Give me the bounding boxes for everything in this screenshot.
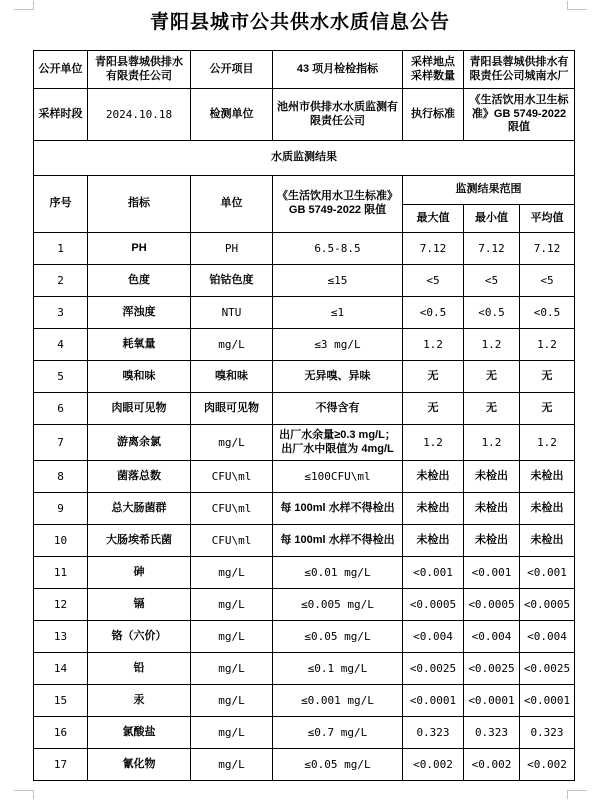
limit-cell: 每 100ml 水样不得检出 (273, 525, 403, 557)
table-row (34, 621, 575, 653)
avg-cell: 未检出 (520, 493, 575, 525)
testing-unit-label: 检测单位 (191, 89, 273, 141)
avg-cell: <0.5 (520, 297, 575, 329)
max-cell: 1.2 (403, 329, 464, 361)
project-value: 43 项月检检指标 (273, 51, 403, 89)
unit-cell: mg/L (191, 621, 273, 653)
row-no: 15 (34, 685, 88, 717)
header-unit: 单位 (191, 176, 273, 233)
sampling-site-label-line1: 采样地点 (411, 55, 455, 68)
avg-cell: 无 (520, 361, 575, 393)
row-no: 1 (34, 233, 88, 265)
min-cell: <0.001 (464, 557, 520, 589)
row-no: 4 (34, 329, 88, 361)
max-cell: 无 (403, 393, 464, 425)
min-cell: <0.0005 (464, 589, 520, 621)
testing-unit-value: 池州市供排水水质监测有限责任公司 (273, 89, 403, 141)
header-avg: 平均值 (520, 205, 575, 233)
indicator-cell: 氯酸盐 (88, 717, 191, 749)
min-cell: <0.004 (464, 621, 520, 653)
avg-cell: <5 (520, 265, 575, 297)
row-no: 16 (34, 717, 88, 749)
indicator-cell: 嗅和味 (88, 361, 191, 393)
indicator-cell: 氰化物 (88, 749, 191, 781)
indicator-cell: 菌落总数 (88, 461, 191, 493)
sampling-site-count-label (403, 51, 464, 89)
min-cell: 无 (464, 361, 520, 393)
table-row (34, 653, 575, 685)
indicator-cell: 游离余氯 (88, 425, 191, 461)
table-row (34, 233, 575, 265)
unit-cell: PH (191, 233, 273, 265)
unit-cell: mg/L (191, 425, 273, 461)
max-cell: 未检出 (403, 493, 464, 525)
indicator-cell: 色度 (88, 265, 191, 297)
indicator-cell: 浑浊度 (88, 297, 191, 329)
limit-cell: 无异嗅、异味 (273, 361, 403, 393)
min-cell: 1.2 (464, 425, 520, 461)
table-row (34, 749, 575, 781)
min-cell: 未检出 (464, 461, 520, 493)
indicator-cell: 镉 (88, 589, 191, 621)
table-row (34, 525, 575, 557)
indicator-cell: 耗氧量 (88, 329, 191, 361)
max-cell: <5 (403, 265, 464, 297)
limit-cell: ≤1 (273, 297, 403, 329)
indicator-cell: 铅 (88, 653, 191, 685)
limit-cell: 每 100ml 水样不得检出 (273, 493, 403, 525)
table-row (34, 361, 575, 393)
max-cell: 无 (403, 361, 464, 393)
unit-cell: mg/L (191, 557, 273, 589)
avg-cell: 7.12 (520, 233, 575, 265)
limit-cell: ≤0.1 mg/L (273, 653, 403, 685)
max-cell: 7.12 (403, 233, 464, 265)
min-cell: 0.323 (464, 717, 520, 749)
limit-cell: ≤0.7 mg/L (273, 717, 403, 749)
column-header-row (34, 176, 575, 205)
table-row (34, 297, 575, 329)
indicator-cell: PH (88, 233, 191, 265)
unit-cell: mg/L (191, 717, 273, 749)
sampling-period-value: 2024.10.18 (88, 89, 191, 141)
avg-cell: 1.2 (520, 425, 575, 461)
sampling-count-label-line2: 采样数量 (411, 69, 455, 82)
unit-cell: mg/L (191, 685, 273, 717)
max-cell: 1.2 (403, 425, 464, 461)
avg-cell: 未检出 (520, 525, 575, 557)
max-cell: <0.0005 (403, 589, 464, 621)
indicator-cell: 砷 (88, 557, 191, 589)
unit-cell: mg/L (191, 653, 273, 685)
section-title: 水质监测结果 (34, 141, 575, 176)
limit-cell: 不得含有 (273, 393, 403, 425)
min-cell: <0.0001 (464, 685, 520, 717)
publisher-value: 青阳县蓉城供排水有限责任公司 (88, 51, 191, 89)
unit-cell: 肉眼可见物 (191, 393, 273, 425)
min-cell: <5 (464, 265, 520, 297)
header-indicator: 指标 (88, 176, 191, 233)
limit-cell: ≤0.05 mg/L (273, 749, 403, 781)
max-cell: <0.5 (403, 297, 464, 329)
row-no: 12 (34, 589, 88, 621)
limit-cell: ≤0.001 mg/L (273, 685, 403, 717)
min-cell: 7.12 (464, 233, 520, 265)
row-no: 7 (34, 425, 88, 461)
table-row (34, 329, 575, 361)
unit-cell: 铂钴色度 (191, 265, 273, 297)
max-cell: 未检出 (403, 461, 464, 493)
max-cell: <0.0025 (403, 653, 464, 685)
limit-cell: 出厂水余量≥0.3 mg/L；出厂水中限值为 4mg/L (273, 425, 403, 461)
header-min: 最小值 (464, 205, 520, 233)
publisher-label: 公开单位 (34, 51, 88, 89)
project-label: 公开项目 (191, 51, 273, 89)
unit-cell: NTU (191, 297, 273, 329)
row-no: 6 (34, 393, 88, 425)
table-row (34, 461, 575, 493)
table-row (34, 425, 575, 461)
row-no: 3 (34, 297, 88, 329)
min-cell: <0.0025 (464, 653, 520, 685)
min-cell: <0.002 (464, 749, 520, 781)
avg-cell: <0.002 (520, 749, 575, 781)
unit-cell: CFU\ml (191, 493, 273, 525)
min-cell: 无 (464, 393, 520, 425)
row-no: 17 (34, 749, 88, 781)
avg-cell: 无 (520, 393, 575, 425)
indicator-cell: 铬（六价） (88, 621, 191, 653)
avg-cell: <0.0001 (520, 685, 575, 717)
table-row (34, 493, 575, 525)
min-cell: 1.2 (464, 329, 520, 361)
limit-cell: ≤15 (273, 265, 403, 297)
unit-cell: mg/L (191, 749, 273, 781)
unit-cell: CFU\ml (191, 461, 273, 493)
table-row (34, 685, 575, 717)
standard-label: 执行标准 (403, 89, 464, 141)
unit-cell: mg/L (191, 329, 273, 361)
table-row (34, 717, 575, 749)
crop-mark-bottom-left (14, 790, 34, 799)
indicator-cell: 肉眼可见物 (88, 393, 191, 425)
avg-cell: <0.001 (520, 557, 575, 589)
unit-cell: 嗅和味 (191, 361, 273, 393)
sampling-site-value: 青阳县蓉城供排水有限责任公司城南水厂 (464, 51, 575, 89)
min-cell: <0.5 (464, 297, 520, 329)
table-row (34, 393, 575, 425)
avg-cell: <0.0025 (520, 653, 575, 685)
header-range: 监测结果范围 (403, 176, 575, 205)
row-no: 11 (34, 557, 88, 589)
avg-cell: 未检出 (520, 461, 575, 493)
header-limit: 《生活饮用水卫生标准》GB 5749-2022 限值 (273, 176, 403, 233)
limit-cell: ≤3 mg/L (273, 329, 403, 361)
row-no: 5 (34, 361, 88, 393)
min-cell: 未检出 (464, 525, 520, 557)
max-cell: <0.0001 (403, 685, 464, 717)
max-cell: <0.004 (403, 621, 464, 653)
indicator-cell: 汞 (88, 685, 191, 717)
max-cell: <0.002 (403, 749, 464, 781)
avg-cell: 1.2 (520, 329, 575, 361)
info-row-1 (34, 51, 575, 89)
max-cell: <0.001 (403, 557, 464, 589)
table-row (34, 589, 575, 621)
table-row (34, 557, 575, 589)
avg-cell: <0.004 (520, 621, 575, 653)
sampling-period-label: 采样时段 (34, 89, 88, 141)
row-no: 8 (34, 461, 88, 493)
indicator-cell: 总大肠菌群 (88, 493, 191, 525)
table-row (34, 265, 575, 297)
header-no: 序号 (34, 176, 88, 233)
page-title: 青阳县城市公共供水水质信息公告 (149, 12, 450, 33)
indicator-cell: 大肠埃希氏菌 (88, 525, 191, 557)
min-cell: 未检出 (464, 493, 520, 525)
limit-cell: ≤0.005 mg/L (273, 589, 403, 621)
unit-cell: mg/L (191, 589, 273, 621)
limit-cell: ≤0.05 mg/L (273, 621, 403, 653)
row-no: 2 (34, 265, 88, 297)
section-row (34, 141, 575, 176)
limit-cell: ≤100CFU\ml (273, 461, 403, 493)
row-no: 14 (34, 653, 88, 685)
row-no: 9 (34, 493, 88, 525)
max-cell: 未检出 (403, 525, 464, 557)
crop-mark-bottom-right (567, 790, 587, 799)
row-no: 10 (34, 525, 88, 557)
info-row-2 (34, 89, 575, 141)
water-quality-announcement-table (33, 50, 575, 781)
limit-cell: ≤0.01 mg/L (273, 557, 403, 589)
row-no: 13 (34, 621, 88, 653)
unit-cell: CFU\ml (191, 525, 273, 557)
limit-cell: 6.5-8.5 (273, 233, 403, 265)
standard-value: 《生活饮用水卫生标准》GB 5749-2022 限值 (464, 89, 575, 141)
avg-cell: 0.323 (520, 717, 575, 749)
avg-cell: <0.0005 (520, 589, 575, 621)
header-max: 最大值 (403, 205, 464, 233)
max-cell: 0.323 (403, 717, 464, 749)
